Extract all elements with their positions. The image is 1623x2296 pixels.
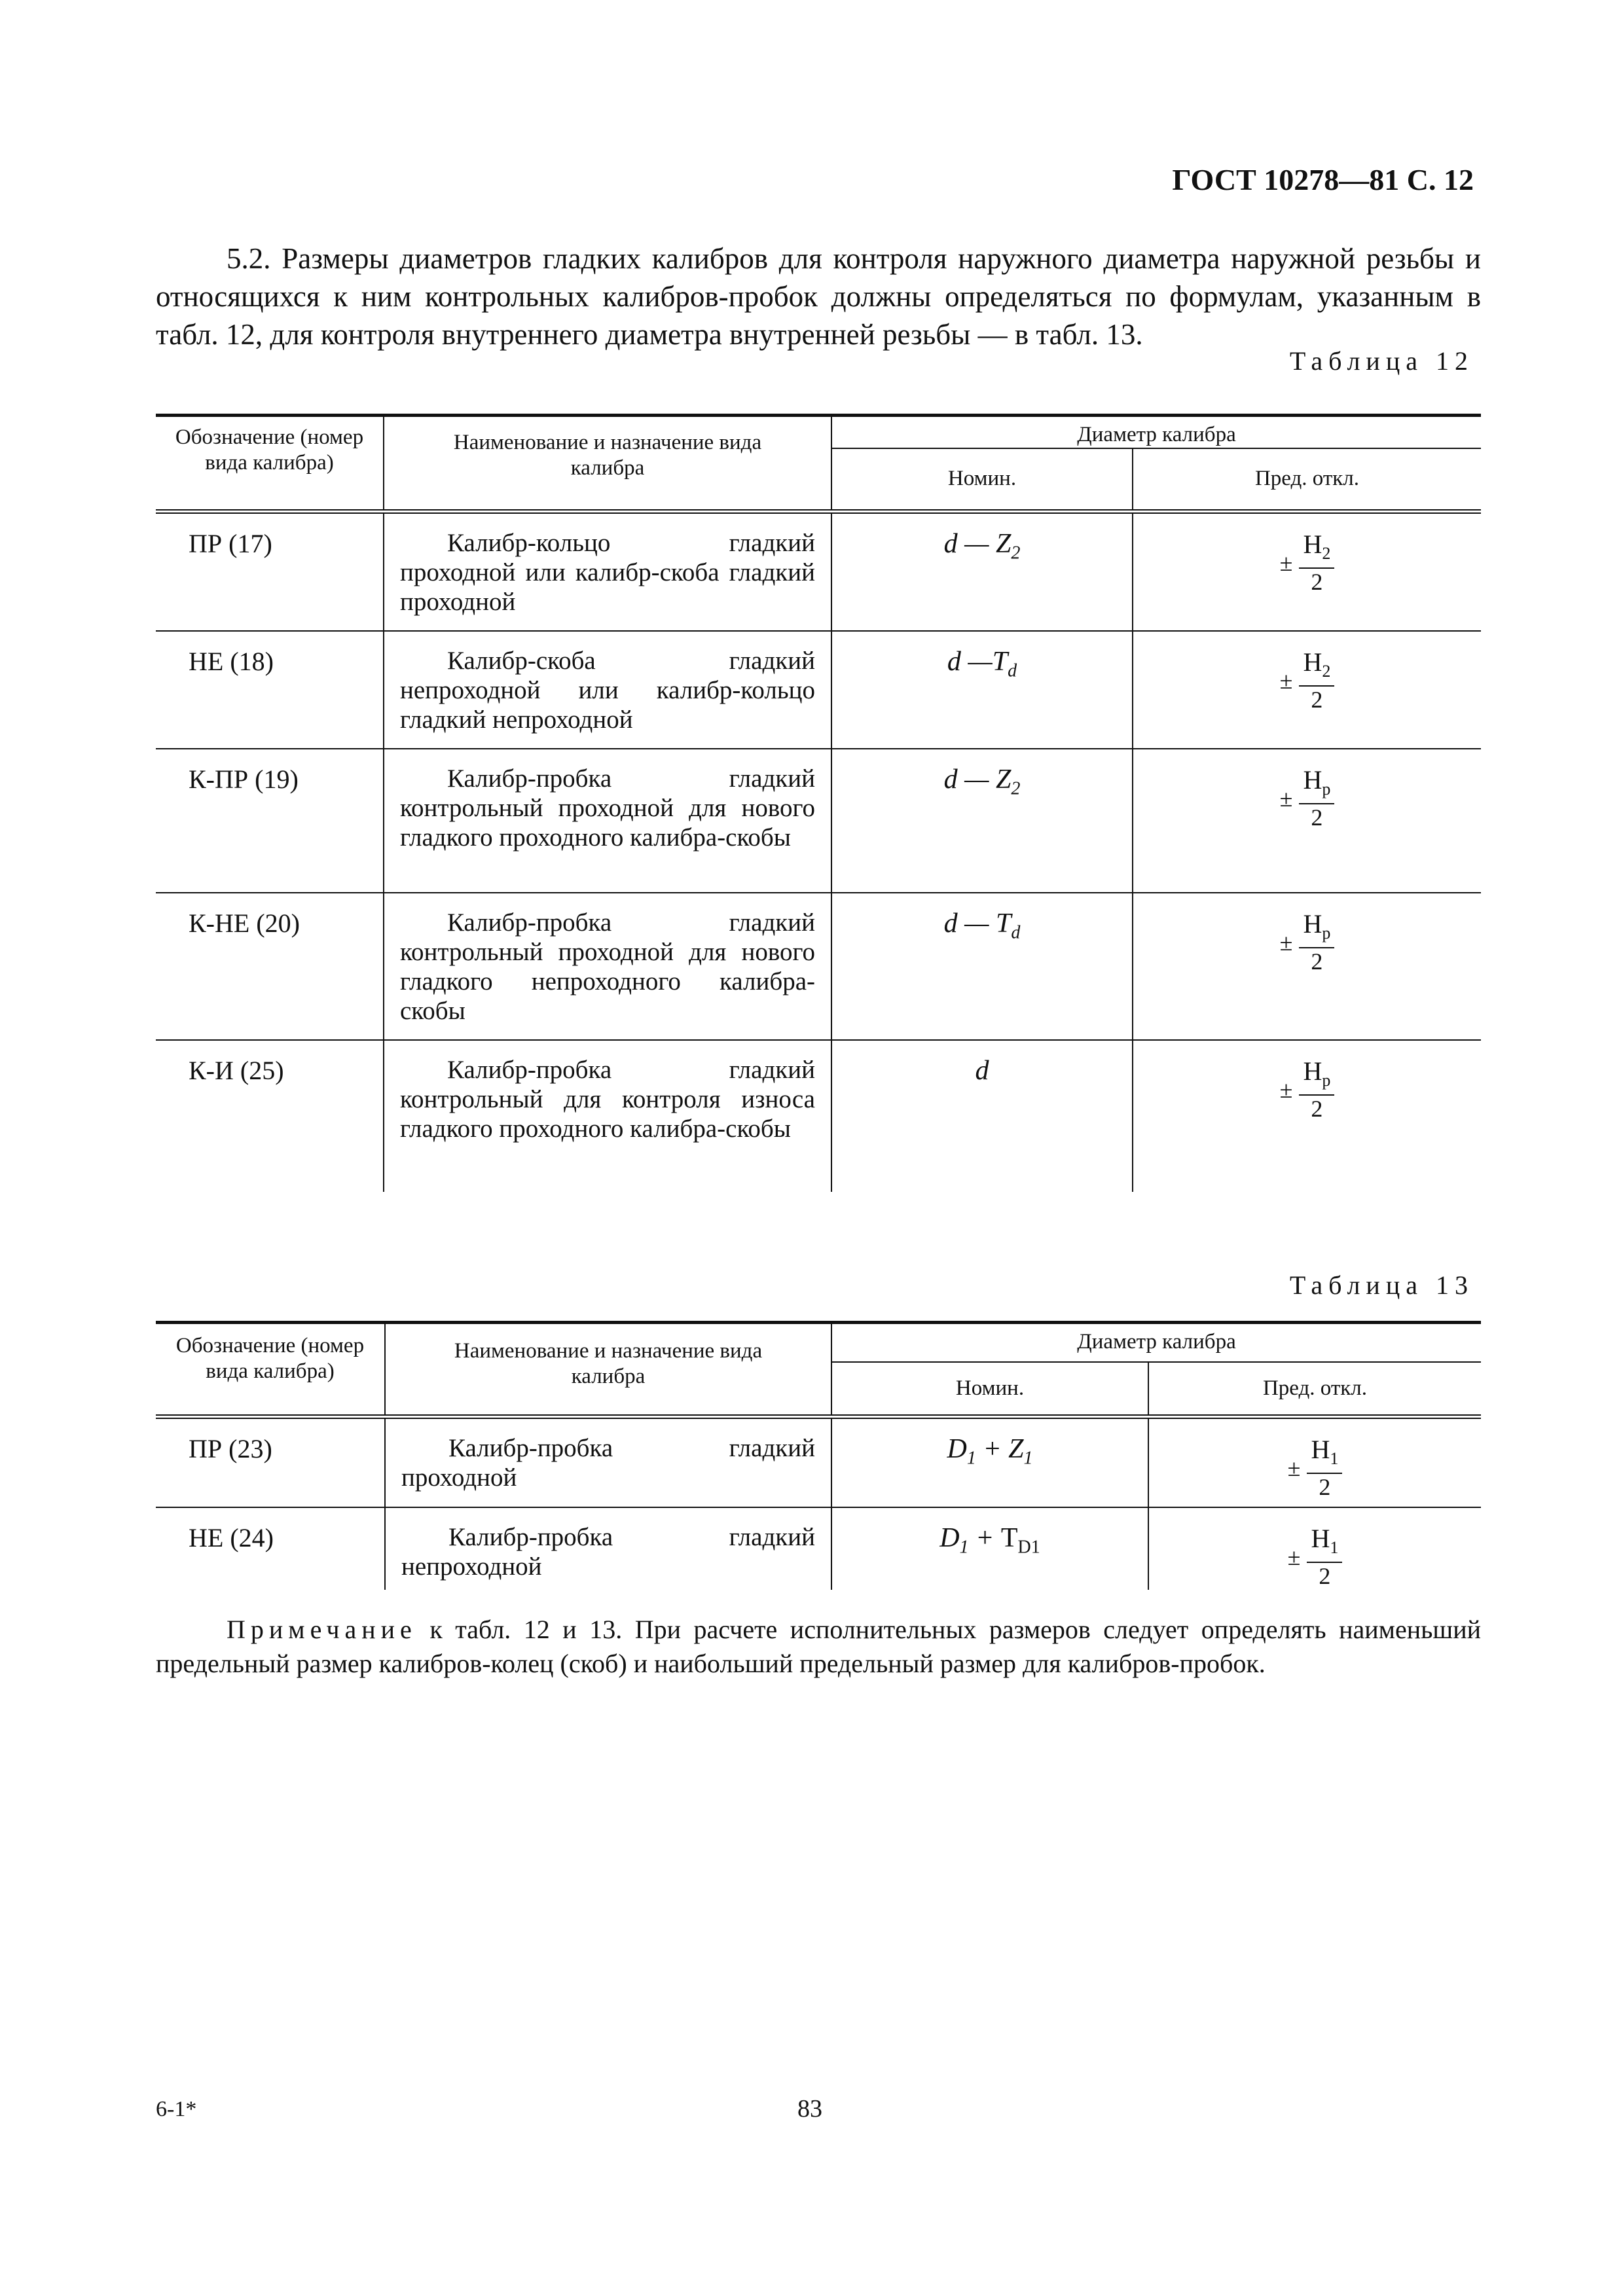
header-name: Наименование и назначение вида калибра xyxy=(385,1323,831,1417)
row-nominal: d $—T_d$ xyxy=(831,631,1133,749)
header-diameter: Диаметр калибра xyxy=(831,1323,1481,1362)
note-paragraph xyxy=(156,1613,1481,1681)
row-nominal: d — $T_d$ xyxy=(831,893,1133,1040)
row-name: Калибр-пробка гладкий контрольный для контроля износа гладкого проходного калибра-скобы xyxy=(384,1040,831,1192)
table-12-caption: Таблица 12 xyxy=(1289,346,1474,376)
row-code: К-ПР (19) xyxy=(156,749,384,893)
header-deviation: Пред. откл. xyxy=(1262,1376,1368,1400)
table-row xyxy=(156,631,1481,749)
row-code: ПР (17) xyxy=(156,511,384,631)
header-code: Обозначение (номер вида калибра) xyxy=(156,1323,385,1417)
table-12 xyxy=(156,414,1481,1192)
table-row xyxy=(156,1417,1481,1507)
table-13 xyxy=(156,1321,1481,1590)
row-deviation: ± $\frac{H_p}{2}$ xyxy=(1133,749,1481,893)
row-nominal: $D_1 + Z_1$ xyxy=(831,1417,1148,1507)
row-name: Калибр-пробка гладкий непроходной xyxy=(385,1507,831,1590)
row-name: Калибр-пробка гладкий контрольный проходной для нового гладкого непроходного калибра-скобы xyxy=(384,893,831,1040)
row-code: НЕ (24) xyxy=(156,1507,385,1590)
row-deviation: ± $\frac{H_2}{2}$ xyxy=(1133,631,1481,749)
row-deviation: ± $\frac{H_1}{2}$ xyxy=(1148,1417,1481,1507)
footer-left-mark: 6-1* xyxy=(156,2097,197,2121)
header-nominal: Номин. xyxy=(831,1362,1148,1417)
row-deviation: ± $\frac{H_2}{2}$ xyxy=(1133,511,1481,631)
row-nominal: d xyxy=(831,1040,1133,1192)
row-deviation: ± $\frac{H_p}{2}$ xyxy=(1133,1040,1481,1192)
row-code: К-НЕ (20) xyxy=(156,893,384,1040)
table-row xyxy=(156,511,1481,631)
intro-paragraph xyxy=(156,240,1481,353)
page-number: 83 xyxy=(797,2095,822,2123)
row-code: ПР (23) xyxy=(156,1417,385,1507)
row-name: Калибр-кольцо гладкий проходной или калибр-скоба гладкий проходной xyxy=(384,511,831,631)
note-label: Примечание xyxy=(227,1615,417,1644)
table-row xyxy=(156,893,1481,1040)
intro-text: 5.2. Размеры диаметров гладких калибров для контроля наружного диаметра наружной резьбы и относящихся к ним контрольных калибров-пробок должны определяться по формулам, указанным в табл. 12, для контроля внутреннего диаметра внутренней резьбы — в табл. 13. xyxy=(156,242,1481,351)
header-name: Наименование и назначение вида калибра xyxy=(384,416,831,512)
row-name: Калибр-пробка гладкий проходной xyxy=(385,1417,831,1507)
row-nominal: d — $Z_2$ xyxy=(831,749,1133,893)
table-row xyxy=(156,1040,1481,1192)
table-row xyxy=(156,1507,1481,1590)
row-name: Калибр-скоба гладкий непроходной или калибр-кольцо гладкий непроходной xyxy=(384,631,831,749)
note-text: к табл. 12 и 13. При расчете исполнительных размеров следует определять наименьший предельный размер калибров-колец (скоб) и наибольший предельный размер для калибров-пробок. xyxy=(156,1615,1481,1678)
table-row xyxy=(156,749,1481,893)
page-header: ГОСТ 10278—81 С. 12 xyxy=(1172,163,1474,196)
row-code: К-И (25) xyxy=(156,1040,384,1192)
header-code: Обозначение (номер вида калибра) xyxy=(156,416,384,512)
row-code: НЕ (18) xyxy=(156,631,384,749)
row-nominal: d — $Z_2$ xyxy=(831,511,1133,631)
row-nominal: $D_1 + T_{D1}$ xyxy=(831,1507,1148,1590)
header-diameter: Диаметр калибра xyxy=(831,416,1481,449)
row-deviation: ± $\frac{H_1}{2}$ xyxy=(1148,1507,1481,1590)
table-13-caption: Таблица 13 xyxy=(1289,1270,1474,1300)
row-name: Калибр-пробка гладкий контрольный проходной для нового гладкого проходного калибра-скобы xyxy=(384,749,831,893)
header-deviation: Пред. откл. xyxy=(1254,467,1360,491)
header-nominal: Номин. xyxy=(831,448,1133,511)
row-deviation: ± $\frac{H_p}{2}$ xyxy=(1133,893,1481,1040)
